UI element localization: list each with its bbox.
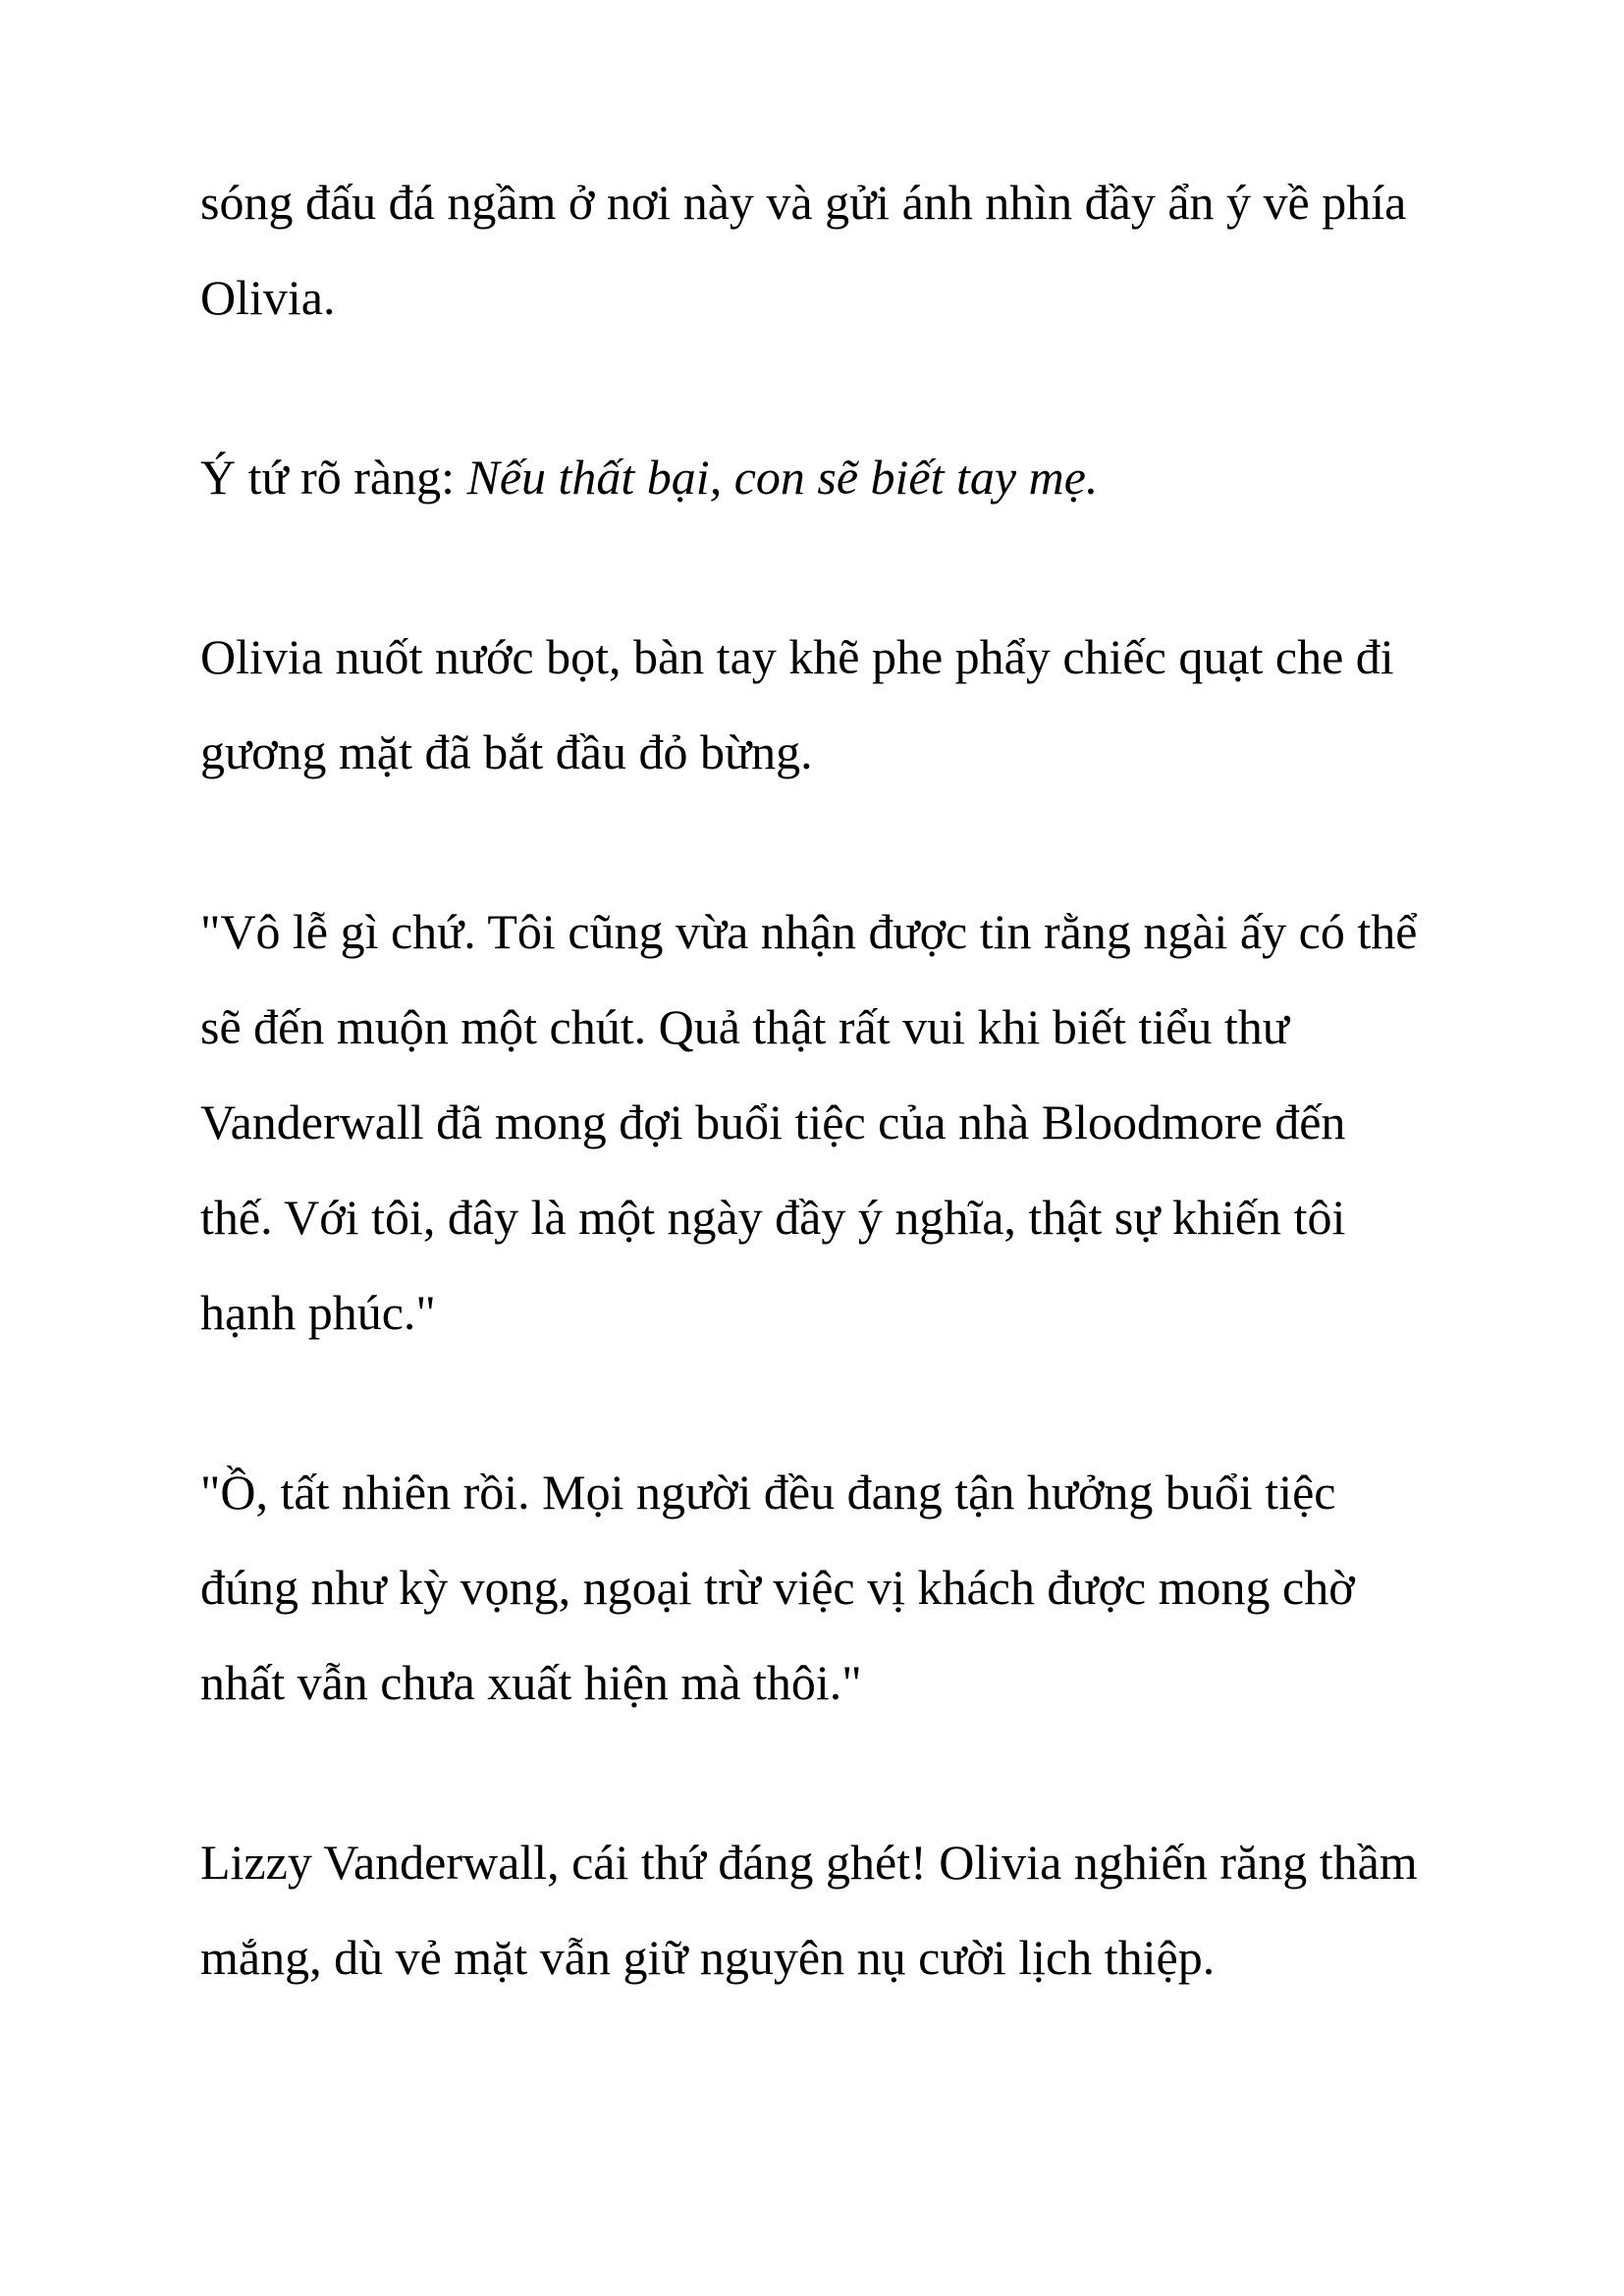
text-line [200,1635,1506,1731]
italic-text-segment: Nếu thất bại, con sẽ biết tay mẹ. [466,450,1099,505]
text-segment: Olivia nuốt nước bọt, bàn tay khẽ phe phẩy chiếc quạt che đi [200,629,1394,684]
document-body [200,155,1506,2090]
text-segment: gương mặt đã bắt đầu đỏ bừng. [200,724,813,779]
text-line [200,1540,1506,1635]
text-line [200,1445,1506,1540]
text-line [200,155,1506,250]
paragraph [200,1815,1506,2005]
text-line [200,1265,1506,1361]
text-line [200,884,1506,980]
paragraph [200,430,1506,525]
text-segment: nhất vẫn chưa xuất hiện mà thôi." [200,1655,862,1710]
text-segment: mắng, dù vẻ mặt vẫn giữ nguyên nụ cười lịch thiệp. [200,1930,1216,1985]
text-segment: Olivia. [200,270,336,325]
text-line [200,1815,1506,1910]
text-segment: thế. Với tôi, đây là một ngày đầy ý nghĩa, thật sự khiến tôi [200,1190,1346,1245]
text-line [200,1075,1506,1170]
text-segment: sẽ đến muộn một chút. Quả thật rất vui khi biết tiểu thư [200,999,1289,1054]
paragraph [200,610,1506,800]
text-line [200,1170,1506,1265]
text-segment: "Ồ, tất nhiên rồi. Mọi người đều đang tận hưởng buổi tiệc [200,1465,1336,1520]
paragraph [200,155,1506,346]
text-segment: đúng như kỳ vọng, ngoại trừ việc vị khách được mong chờ [200,1560,1355,1615]
text-segment: sóng đấu đá ngầm ở nơi này và gửi ánh nhìn đầy ẩn ý về phía [200,175,1407,230]
text-segment: hạnh phúc." [200,1285,436,1340]
text-line [200,1910,1506,2005]
text-segment: Ý tứ rõ ràng: [200,450,467,505]
text-line [200,430,1506,525]
text-segment: Lizzy Vanderwall, cái thứ đáng ghét! Olivia nghiến răng thầm [200,1835,1418,1890]
text-line [200,250,1506,346]
text-segment: Vanderwall đã mong đợi buổi tiệc của nhà Bloodmore đến [200,1095,1346,1149]
paragraph [200,884,1506,1361]
text-line [200,705,1506,800]
text-line [200,610,1506,705]
text-segment: "Vô lễ gì chứ. Tôi cũng vừa nhận được tin rằng ngài ấy có thể [200,904,1418,959]
paragraph [200,1445,1506,1731]
text-line [200,980,1506,1075]
